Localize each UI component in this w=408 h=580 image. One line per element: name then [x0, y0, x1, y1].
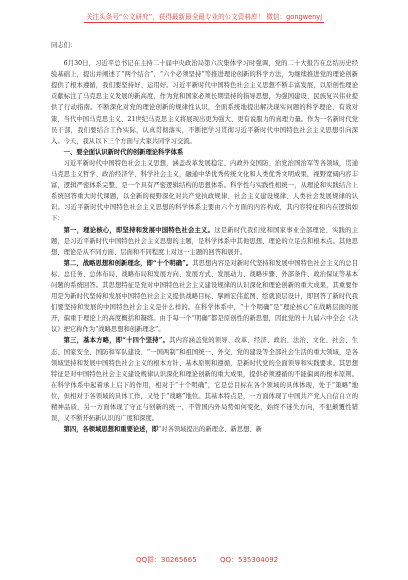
qq-group-number: QQ群：30265665	[136, 556, 197, 564]
document-body	[51, 40, 358, 548]
contact-footer	[0, 553, 408, 567]
intro-paragraph: 6月30日，习近平总书记在主持二十届中央政治局第六次集体学习时强调，党的二十大报告在总结历史经验基础上，提出并阐述了“两个结合”、“六个必须坚持”等推进理论创新的科学方法，为继续推进党的理论创新提供了根本遵循，我们要坚持好、运用好。习近平新时代中国特色社会主义思想不断丰富发展，以原创性理论贡献标注了马克思主义发展的新高度，作为党和国家必须长期坚持的指导思想，为强国建设、民族复兴伟业提供了行动指南。不断深化对党的理论创新的规律性认识，全面系统地提出解决现实问题的科学理论、有效对策，当代中国马克思主义、21世纪马克思主义将展现出更为强大、更有说服力的真理力量。作为一名新时代党员干部，我们要结合工作实际，认真贯彻落实，不断把学习贯彻习近平新时代中国特色社会主义思想引向深入。今天，我从以下三个方面与大家共同学习交流。	[51, 60, 358, 145]
promo-banner[interactable]	[0, 8, 408, 26]
point-2-lead: 第二，战略思想和创新理念，即“十个明确”。	[63, 259, 193, 267]
point-1-lead: 第一，理论核心，即坚持和发展中国特色社会主义。	[63, 226, 215, 234]
point-2-paragraph	[51, 258, 358, 336]
promo-banner-text[interactable]: 关注头条号“公文研究”，获得最新最全最专业的公文资料库！ 微信：gongwenyj	[85, 13, 323, 21]
qq-contact-number: QQ：535304092	[220, 556, 279, 564]
point-2-body: 其思想内容是对新时代坚持和发展中国特色社会主义的总目标、总任务、总体布局、战略布局和发展方向、发展方式、发展动力、战略步骤、外部条件、政治保证等基本问题的系统回答。其思想特征是党对中国特色社会主义建设规律的认识深化和理论创新的重大成果，其重要作用是为新时代坚持和发展中国特色社会主义提供战略目标、擘画宏伟蓝图、绘就顶层设计，即回答了新时代我们要坚持和发展的中国特色社会主义是什么样的。在科学体系中，“十个明确”是“理论核心”在战略层面的展开，偏重于理论上的高度概括和凝练。由于每一个“明确”都是原创性的新思想，因此党的十九届六中全会《决议》把它称作为“战略思想和创新理念”。	[51, 259, 358, 334]
point-4-lead: 第四，各领域思想和重要论述，即	[63, 426, 159, 434]
point-3-body: 其内容涵盖党的领导、改革、经济、政治、法治、文化、社会、生态、国家安全、国防和军队建设、“一国两制”和祖国统一、外交、党的建设等全部社会生活的重大领域，是各领域坚持和发展中国特色社会主义的根本方针、基本原则和遵循，是新时代党的全面领导和实践要求。其思想特征是对中国特色社会主义建设规律认识深化和理论创新的重大成果，提供必须遵循的不能偏离的根本原则。在科学体系中起着承上启下的作用，相对于“十个明确”，它是总目标在各个领域的具体体现，处于“策略”地位，但相对于各领域的具体工作，又处于“战略”地位。其基本特点是，一方面体现了中国共产党人自信自立的精神品质，另一方面体现了守正与创新的统一，不管国内外局势如何变化，始终不迷失方向，不犯颠覆性错误，又不断开拓新认识的广度和深度。	[51, 337, 358, 423]
point-4-paragraph	[51, 424, 358, 435]
section-heading-1: 一、要全面认识新时代的创新理论科学体系	[63, 148, 184, 156]
point-1-body: 这是新时代我们党和国家事业全部理论、实践的主题，是习近平新时代中国特色社会主义思想的主题，是科学体系中其他思想、理论的立足点和根本点。其他思想、理论是从不同方面、层面和不同程度上对这一主题的回答和展开。	[51, 226, 358, 256]
point-4-body: “对各领域提出的新理念、新思想、新	[158, 426, 263, 434]
point-3-lead: 第三，基本方略，即“十四个坚持”。	[63, 337, 170, 345]
salutation: 同志们：	[51, 42, 77, 49]
section1-paragraph: 习近平新时代中国特色社会主义思想，涵盖改革发展稳定、内政外交国防、治党治国治军等各领域，贯通马克思主义哲学、政治经济学、科学社会主义，融通中华优秀传统文化和人类优秀文明成果，视野宽阔内容丰富，逻辑严密体系完整，是一个具有严密逻辑结构的思想体系。科学性与实践性相统一，从理论和实践结合上系统回答重大时代课题，以全新的视野深化对共产党执政规律、社会主义建设规律、人类社会发展规律的认识。习近平新时代中国特色社会主义思想的科学体系主要由六个方面的内容构成，其内容特征和内在逻辑如下：	[51, 159, 358, 223]
point-3-paragraph	[51, 335, 358, 424]
point-1-paragraph	[51, 225, 358, 258]
